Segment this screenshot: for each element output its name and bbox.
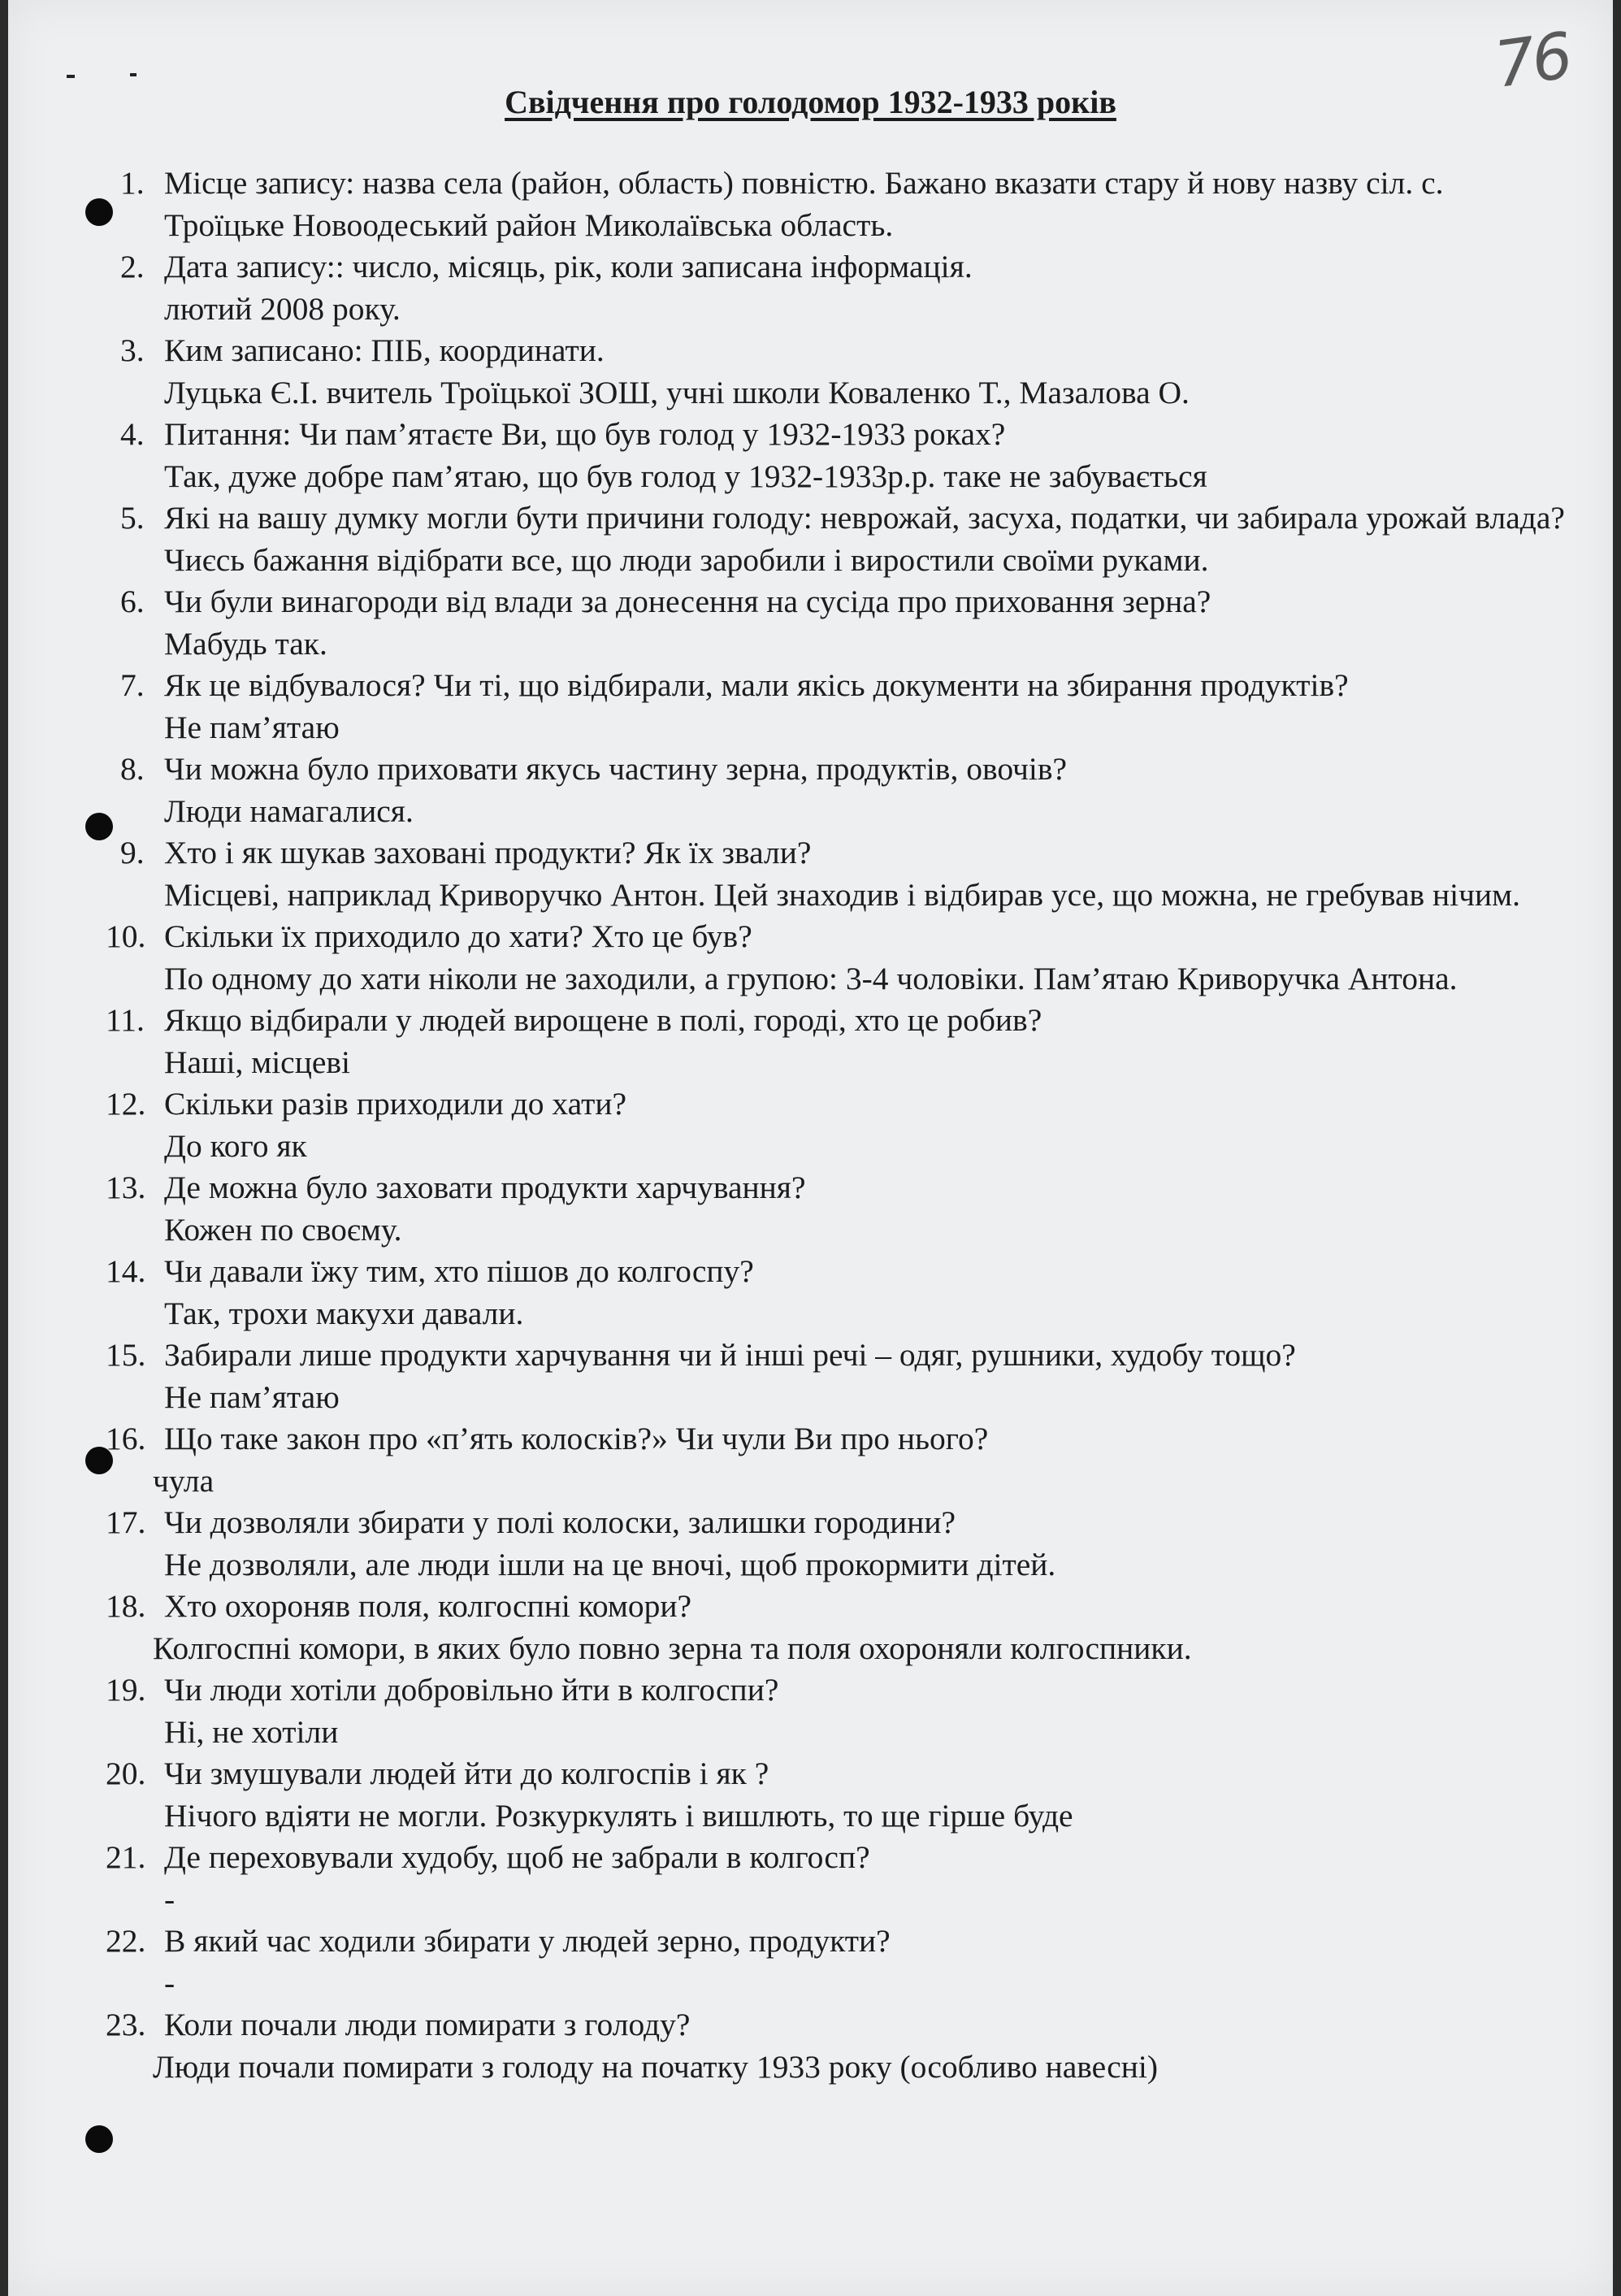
question-text: Чи були винагороди від влади за донесення на сусіда про приховання зерна? <box>164 584 1211 619</box>
question-number: 13. <box>106 1170 146 1205</box>
answer-text: Кожен по своєму. <box>164 1211 402 1248</box>
question-text: Дата запису:: число, місяць, рік, коли записана інформація. <box>164 249 973 284</box>
question-text: В який час ходили збирати у людей зерно, продукти? <box>164 1923 891 1959</box>
question-text: Чи дозволяли збирати у полі колоски, залишки городини? <box>164 1504 956 1540</box>
answer-text: Колгоспні комори, в яких було повно зерна та поля охороняли колгоспники. <box>153 1630 1192 1666</box>
question-text: Як це відбувалося? Чи ті, що відбирали, мали якісь документи на збирання продуктів? <box>164 667 1349 703</box>
question-number: 19. <box>106 1672 146 1708</box>
question-item <box>106 665 1568 749</box>
question-item <box>106 1921 1568 2004</box>
question-text: Питання: Чи пам’ятаєте Ви, що був голод у 1932-1933 роках? <box>164 416 1006 452</box>
question-number: 15. <box>106 1337 146 1373</box>
question-number: 7. <box>120 667 145 703</box>
question-item <box>106 1669 1568 1753</box>
question-text: Ким записано: ПІБ, координати. <box>164 332 605 368</box>
question-text: Де можна було заховати продукти харчування? <box>164 1170 806 1205</box>
question-number: 14. <box>106 1253 146 1289</box>
answer-text: По одному до хати ніколи не заходили, а групою: 3-4 чоловіки. Пам’ятаю Криворучка Антона. <box>164 960 1458 996</box>
answer-text: Не дозволяли, але люди ішли на це вночі, щоб прокормити дітей. <box>164 1546 1056 1582</box>
question-number: 22. <box>106 1923 146 1959</box>
question-text: Які на вашу думку могли бути причини голоду: неврожай, засуха, податки, чи забирала урожай влада? <box>164 500 1565 536</box>
answer-text: Ні, не хотіли <box>164 1713 339 1750</box>
question-text: Скільки їх приходило до хати? Хто це був? <box>164 918 752 954</box>
question-number: 8. <box>120 751 145 787</box>
question-number: 1. <box>120 165 145 201</box>
question-number: 20. <box>106 1756 146 1791</box>
question-text: Чи давали їжу тим, хто пішов до колгоспу? <box>164 1253 754 1289</box>
question-text: Якщо відбирали у людей вирощене в полі, городі, хто це робив? <box>164 1002 1042 1038</box>
answer-text: - <box>164 1881 176 1917</box>
question-text: Забирали лише продукти харчування чи й інші речі – одяг, рушники, худобу тощо? <box>164 1337 1296 1373</box>
page-number: 76 <box>1490 20 1575 102</box>
question-number: 3. <box>120 332 145 368</box>
question-text: Чи змушували людей йти до колгоспів і як ? <box>164 1756 769 1791</box>
question-number: 4. <box>120 416 145 452</box>
question-item <box>106 1753 1568 1837</box>
question-number: 21. <box>106 1839 146 1875</box>
question-number: 17. <box>106 1504 146 1540</box>
question-number: 16. <box>106 1421 146 1456</box>
document-page <box>8 0 1613 2296</box>
question-item <box>106 1335 1568 1418</box>
question-item <box>106 1418 1568 1502</box>
answer-text: Люди почали помирати з голоду на початку 1933 року (особливо навесні) <box>153 2048 1158 2085</box>
question-number: 11. <box>106 1002 145 1038</box>
question-number: 9. <box>120 835 145 870</box>
question-number: 10. <box>106 918 146 954</box>
answer-text: чула <box>153 1462 215 1499</box>
question-text: Чи можна було приховати якусь частину зерна, продуктів, овочів? <box>164 751 1068 787</box>
question-text: Місце запису: назва села (район, область) повністю. Бажано вказати стару й нову назву сіл. с. Троїцьке Новоодеський район Миколаївська область. <box>164 165 1444 243</box>
question-item <box>106 1083 1568 1167</box>
question-item <box>106 246 1568 330</box>
answer-text: Нічого вдіяти не могли. Розкуркулять і вишлють, то ще гірше буде <box>164 1797 1073 1834</box>
question-number: 5. <box>120 500 145 536</box>
question-text: Хто охороняв поля, колгоспні комори? <box>164 1588 692 1624</box>
answer-text: Місцеві, наприклад Криворучко Антон. Цей знаходив і відбирав усе, що можна, не гребував нічим. <box>164 876 1521 913</box>
question-item <box>106 581 1568 665</box>
answer-text: Луцька Є.І. вчитель Троїцької ЗОШ, учні школи Коваленко Т., Мазалова О. <box>164 374 1190 410</box>
answer-text: Мабудь так. <box>164 625 327 662</box>
question-item <box>106 1000 1568 1083</box>
question-text: Що таке закон про «п’ять колосків?» Чи чули Ви про нього? <box>164 1421 989 1456</box>
answer-text: Наші, місцеві <box>164 1044 350 1080</box>
question-list <box>106 163 1568 2088</box>
question-number: 18. <box>106 1588 146 1624</box>
question-item <box>106 1251 1568 1335</box>
question-item <box>106 1167 1568 1251</box>
answer-text: Не пам’ятаю <box>164 709 340 745</box>
question-item <box>106 414 1568 497</box>
question-item <box>106 163 1568 246</box>
answer-text: Так, трохи макухи давали. <box>164 1295 524 1331</box>
question-text: Хто і як шукав заховані продукти? Як їх звали? <box>164 835 812 870</box>
question-item <box>106 2004 1568 2088</box>
question-number: 2. <box>120 249 145 284</box>
question-text: Скільки разів приходили до хати? <box>164 1086 627 1122</box>
question-item <box>106 1586 1568 1669</box>
answer-text: - <box>164 1964 176 2001</box>
question-item <box>106 916 1568 1000</box>
question-item <box>106 832 1568 916</box>
question-text: Коли почали люди помирати з голоду? <box>164 2007 691 2042</box>
answer-text: До кого як <box>164 1127 307 1164</box>
question-text: Чи люди хотіли добровільно йти в колгоспи? <box>164 1672 779 1708</box>
question-item <box>106 1837 1568 1921</box>
answer-text: Не пам’ятаю <box>164 1378 340 1415</box>
question-item <box>106 1502 1568 1586</box>
answer-text: лютий 2008 року. <box>164 290 401 327</box>
ink-mark <box>130 73 137 76</box>
document-title: Свідчення про голодомор 1932-1933 років <box>505 84 1116 120</box>
punch-hole <box>85 2125 113 2153</box>
question-number: 6. <box>120 584 145 619</box>
question-number: 12. <box>106 1086 146 1122</box>
question-item <box>106 497 1568 581</box>
ink-mark <box>67 75 75 78</box>
question-item <box>106 330 1568 414</box>
question-item <box>106 749 1568 832</box>
answer-text: Чиєсь бажання відібрати все, що люди заробили і виростили своїми руками. <box>164 541 1209 578</box>
question-text: Де переховували худобу, щоб не забрали в колгосп? <box>164 1839 870 1875</box>
answer-text: Люди намагалися. <box>164 792 414 829</box>
question-number: 23. <box>106 2007 146 2042</box>
answer-text: Так, дуже добре пам’ятаю, що був голод у 1932-1933р.р. таке не забувається <box>164 458 1207 494</box>
